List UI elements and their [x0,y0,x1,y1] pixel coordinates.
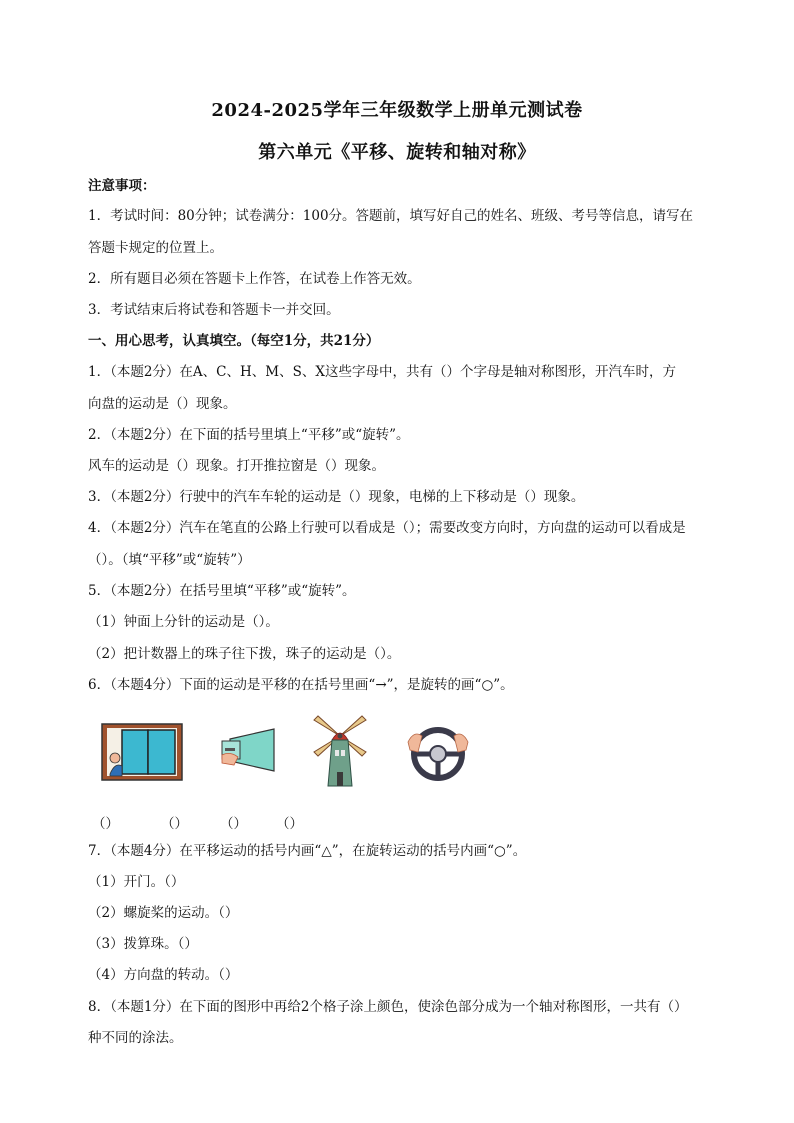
question-7-sub-4: （4）方向盘的转动。（） [88,967,239,983]
notice-item-2: 2．所有题目必须在答题卡上作答，在试卷上作答无效。 [88,271,421,287]
question-6: 6．（本题4分）下面的运动是平移的在括号里画“→”，是旋转的画“○”。 [88,677,514,693]
question-2-cont: 风车的运动是（）现象。打开推拉窗是（）现象。 [88,458,385,474]
question-3: 3．（本题2分）行驶中的汽车车轮的运动是（）现象，电梯的上下移动是（）现象。 [88,489,585,505]
question-7: 7．（本题4分）在平移运动的括号内画“△”，在旋转运动的括号内画“○”。 [88,843,527,859]
section-heading: 一、用心思考，认真填空。（每空1分，共21分） [88,333,380,349]
page-subtitle: 第六单元《平移、旋转和轴对称》 [258,142,536,163]
question-7-sub-3: （3）拨算珠。（） [88,936,198,952]
question-2: 2．（本题2分）在下面的括号里填上“平移”或“旋转”。 [88,427,410,443]
question-1: 1．（本题2分）在A、C、H、M、S、X这些字母中，共有（）个字母是轴对称图形，开汽车时，方 [88,364,676,380]
page-title: 2024-2025学年三年级数学上册单元测试卷 [211,100,583,121]
question-4-cont: （）。（填“平移”或“旋转”） [88,552,251,568]
answer-paren-3: （） [220,816,247,832]
steering-wheel-icon [406,724,470,782]
question-8: 8．（本题1分）在下面的图形中再给2个格子涂上颜色，使涂色部分成为一个轴对称图形，一共有（） [88,999,688,1015]
drawer-icon [218,727,278,773]
notice-item-1-cont: 答题卡规定的位置上。 [88,240,223,256]
sliding-window-icon [100,722,184,782]
question-8-cont: 种不同的涂法。 [88,1030,183,1046]
question-5-sub-1: （1）钟面上分针的运动是（）。 [88,614,279,630]
answer-paren-4: （） [276,816,303,832]
question-7-sub-2: （2）螺旋桨的运动。（） [88,905,239,921]
notice-heading: 注意事项： [88,178,156,194]
question-5: 5．（本题2分）在括号里填“平移”或“旋转”。 [88,583,356,599]
notice-item-1: 1．考试时间：80分钟；试卷满分：100分。答题前，填写好自己的姓名、班级、考号等信息，请写在 [88,208,694,224]
windmill-icon [312,714,368,790]
question-5-sub-2: （2）把计数器上的珠子往下拨，珠子的运动是（）。 [88,646,401,662]
answer-paren-2: （） [161,816,188,832]
question-4: 4．（本题2分）汽车在笔直的公路上行驶可以看成是（）；需要改变方向时，方向盘的运动可以看成是 [88,520,686,536]
answer-paren-1: （） [92,816,119,832]
question-7-sub-1: （1）开门。（） [88,874,185,890]
notice-item-3: 3．考试结束后将试卷和答题卡一并交回。 [88,302,340,318]
question-1-cont: 向盘的运动是（）现象。 [88,396,237,412]
